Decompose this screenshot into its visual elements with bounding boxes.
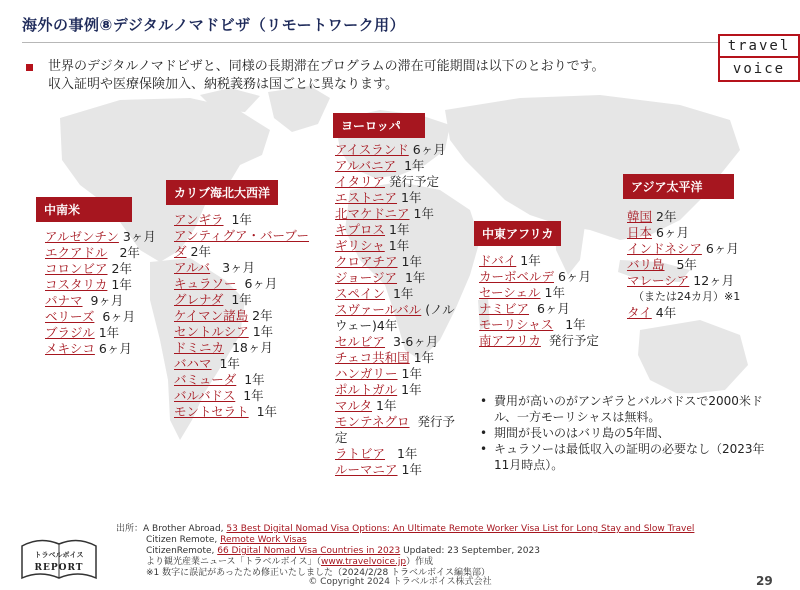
- country-link[interactable]: モンテネグロ: [335, 414, 410, 429]
- intro-bullet-icon: [26, 64, 33, 71]
- list-item: ドミニカ 18ヶ月: [174, 340, 273, 355]
- list-item: アルバニア 1年: [335, 158, 425, 173]
- country-link[interactable]: グレナダ: [174, 292, 224, 307]
- list-item: セーシェル 1年: [479, 285, 565, 300]
- list-item: ポルトガル 1年: [335, 382, 422, 397]
- country-link[interactable]: 北マケドニア: [335, 206, 410, 221]
- list-item: イタリア 発行予定: [335, 174, 440, 189]
- list-item: バルバドス 1年: [174, 388, 264, 403]
- country-link[interactable]: バミューダ: [174, 372, 237, 387]
- travelvoice-logo: [718, 34, 800, 82]
- source-link[interactable]: 66 Digital Nomad Visa Countries in 2023: [217, 546, 401, 556]
- country-link[interactable]: アルバ: [174, 260, 211, 275]
- country-link[interactable]: ラトビア: [335, 446, 386, 461]
- bullet-dot-icon: •: [480, 394, 488, 408]
- list-item: アイスランド 6ヶ月: [335, 142, 446, 157]
- list-item: グレナダ 1年: [174, 292, 252, 307]
- country-link[interactable]: キュラソー: [174, 276, 237, 291]
- logo-bottom-text: voice: [720, 56, 798, 80]
- page-title: 海外の事例⑧デジタルノマドビザ（リモートワーク用）: [22, 16, 406, 34]
- list-item: コロンビア 2年: [45, 261, 132, 276]
- country-link[interactable]: カーボベルデ: [479, 269, 555, 284]
- list-item: ギリシャ 1年: [335, 238, 410, 253]
- source-link[interactable]: 53 Best Digital Nomad Visa Options: An Ultimate Remote Worker Visa List for Long Stay and Slow Travel: [226, 524, 695, 534]
- country-link[interactable]: コスタリカ: [45, 277, 108, 292]
- country-link[interactable]: ブラジル: [45, 325, 95, 340]
- country-link[interactable]: エクアドル: [45, 245, 108, 260]
- country-list-latin-america: [45, 229, 166, 357]
- copyright: © Copyright 2024 トラベルボイス株式会社: [308, 577, 492, 587]
- list-item: マルタ 1年: [335, 398, 397, 413]
- malaysia-note: （または24カ月）※1: [633, 290, 741, 303]
- list-item: ナミビア 6ヶ月: [479, 301, 570, 316]
- list-item: タイ 4年: [627, 305, 677, 320]
- list-item: スヴァールバル (ノルウェー)4年: [335, 302, 455, 333]
- country-link[interactable]: ケイマン諸島: [174, 308, 249, 323]
- country-link[interactable]: ジョージア: [335, 270, 398, 285]
- list-item: バミューダ 1年: [174, 372, 265, 387]
- list-item: バリ島 5年: [627, 257, 697, 272]
- list-item: マレーシア 12ヶ月: [627, 273, 735, 288]
- country-link[interactable]: アルバニア: [335, 158, 397, 173]
- country-link[interactable]: マルタ: [335, 398, 373, 413]
- list-item: アルバ 3ヶ月: [174, 260, 256, 275]
- region-title-middle-east-africa: 中東アフリカ: [474, 221, 561, 246]
- page-number: 29: [756, 574, 773, 588]
- country-link[interactable]: ベリーズ: [45, 309, 95, 324]
- country-link[interactable]: ナミビア: [479, 301, 530, 316]
- country-link[interactable]: ルーマニア: [335, 462, 398, 477]
- list-item: セントルシア 1年: [174, 324, 274, 339]
- country-link[interactable]: ポルトガル: [335, 382, 398, 397]
- list-item: アンティグア・バーブーダ 2年: [174, 228, 310, 259]
- country-link[interactable]: インドネシア: [627, 241, 702, 256]
- list-item: チェコ共和国 1年: [335, 350, 435, 365]
- country-link[interactable]: アルゼンチン: [45, 229, 119, 244]
- country-link[interactable]: アンティグア・バーブーダ: [174, 228, 310, 259]
- list-item: コスタリカ 1年: [45, 277, 132, 292]
- intro-text: [48, 58, 605, 94]
- country-link[interactable]: セーシェル: [479, 285, 541, 300]
- list-item: クロアチア 1年: [335, 254, 422, 269]
- list-item: 韓国 2年: [627, 209, 677, 224]
- country-link[interactable]: チェコ共和国: [335, 350, 410, 365]
- list-item: 日本 6ヶ月: [627, 225, 689, 240]
- list-item: 南アフリカ 発行予定: [479, 333, 599, 348]
- source-line-2: Citizen Remote, Remote Work Visas: [146, 535, 307, 545]
- region-asia-pacific: [623, 174, 773, 321]
- list-item: ラトビア 1年: [335, 446, 418, 461]
- list-item: カーボベルデ 6ヶ月: [479, 269, 591, 284]
- country-link[interactable]: ハンガリー: [335, 366, 398, 381]
- country-link[interactable]: クロアチア: [335, 254, 398, 269]
- region-title-europe: ヨーロッパ: [333, 113, 425, 138]
- list-item: ブラジル 1年: [45, 325, 120, 340]
- country-link[interactable]: バルバドス: [174, 388, 236, 403]
- country-link[interactable]: モーリシャス: [479, 317, 554, 332]
- list-item: モントセラト 1年: [174, 404, 278, 419]
- list-item: アルゼンチン 3ヶ月: [45, 229, 156, 244]
- report-logo-top-text: トラベルボイス: [34, 551, 84, 559]
- source-link[interactable]: Remote Work Visas: [220, 535, 307, 545]
- region-title-caribbean: カリブ海北大西洋: [166, 180, 278, 205]
- country-link[interactable]: スペイン: [335, 286, 386, 301]
- list-item: ジョージア 1年: [335, 270, 426, 285]
- country-link[interactable]: エストニア: [335, 190, 398, 205]
- country-link[interactable]: ギリシャ: [335, 238, 385, 253]
- list-item: モンテネグロ 発行予定: [335, 414, 455, 445]
- source-line-3: CitizenRemote, 66 Digital Nomad Visa Countries in 2023 Updated: 23 September, 2023: [146, 546, 540, 556]
- country-link[interactable]: セルビア: [335, 334, 386, 349]
- note-item: • 費用が高いのがアンギラとバルバドスで2000米ドル、一方モーリシャスは無料。: [480, 394, 763, 424]
- report-logo-bottom-text: REPORT: [34, 563, 84, 573]
- list-item: エストニア 1年: [335, 190, 422, 205]
- country-list-caribbean: [174, 212, 314, 420]
- list-item: ベリーズ 6ヶ月: [45, 309, 136, 324]
- country-link[interactable]: キプロス: [335, 222, 386, 237]
- country-link[interactable]: バリ島: [627, 257, 665, 272]
- travelvoice-report-logo: [20, 532, 98, 580]
- source-link[interactable]: www.travelvoice.jp: [320, 557, 407, 567]
- country-link[interactable]: マレーシア: [627, 273, 690, 288]
- country-link[interactable]: セントルシア: [174, 324, 249, 339]
- country-link[interactable]: 日本: [627, 225, 653, 240]
- country-link[interactable]: メキシコ: [45, 341, 95, 356]
- list-item: パナマ 9ヶ月: [45, 293, 124, 308]
- list-item: エクアドル 2年: [45, 245, 140, 260]
- list-item: ドバイ 1年: [479, 253, 541, 268]
- country-link[interactable]: 韓国: [627, 209, 653, 224]
- country-link[interactable]: モントセラト: [174, 404, 249, 419]
- list-item: インドネシア 6ヶ月: [627, 241, 739, 256]
- list-item: スペイン 1年: [335, 286, 414, 301]
- intro-line-1: 世界のデジタルノマドビザと、同様の長期滞在プログラムの滞在可能期間は以下のとおりです。: [48, 59, 605, 74]
- country-link[interactable]: スヴァールバル: [335, 302, 422, 317]
- intro-line-2: 収入証明や医療保険加入、納税義務は国ごとに異なります。: [48, 77, 398, 92]
- country-link[interactable]: アンギラ: [174, 212, 224, 227]
- country-link[interactable]: コロンビア: [45, 261, 108, 276]
- country-link[interactable]: パナマ: [45, 293, 83, 308]
- note-item: • 期間が長いのはバリ島の5年間、: [480, 426, 670, 440]
- source-line-1: 出所：A Brother Abroad, 53 Best Digital Nomad Visa Options: An Ultimate Remote Worker Visa List for Long Stay and Slow Travel: [116, 524, 695, 534]
- country-link[interactable]: イタリア: [335, 174, 386, 189]
- list-item: ハンガリー 1年: [335, 366, 422, 381]
- source-line-5: ※1 数字に誤記があったため修正いたしました（2024/2/28 トラベルボイス編集部）: [146, 568, 490, 578]
- source-line-4: より観光産業ニュース「トラベルボイス」（www.travelvoice.jp）作成: [146, 557, 434, 567]
- logo-top-text: travel: [720, 36, 798, 56]
- list-item: キュラソー 6ヶ月: [174, 276, 278, 291]
- region-europe: [333, 113, 463, 478]
- country-link[interactable]: ドミニカ: [174, 340, 225, 355]
- country-link[interactable]: バハマ: [174, 356, 212, 371]
- note-item: • キュラソーは最低収入の証明の必要なし（2023年11月時点）。: [480, 442, 765, 472]
- country-link[interactable]: ドバイ: [479, 253, 517, 268]
- list-item: バハマ 1年: [174, 356, 240, 371]
- country-list-europe: [335, 142, 459, 478]
- list-item: ケイマン諸島 2年: [174, 308, 273, 323]
- bullet-dot-icon: •: [480, 442, 488, 456]
- list-item: アンギラ 1年: [174, 212, 252, 227]
- list-item: メキシコ 6ヶ月: [45, 341, 132, 356]
- region-caribbean-north-atlantic: [166, 180, 316, 420]
- title-divider: [22, 42, 722, 43]
- country-link[interactable]: タイ: [627, 305, 652, 320]
- list-item: セルビア 3-6ヶ月: [335, 334, 439, 349]
- region-latin-america: [36, 197, 166, 357]
- region-title-latin-america: 中南米: [36, 197, 132, 222]
- summary-notes: [478, 393, 778, 473]
- list-item: キプロス 1年: [335, 222, 410, 237]
- country-list-asia-pacific: [627, 209, 773, 321]
- country-link[interactable]: アイスランド: [335, 142, 409, 157]
- country-link[interactable]: 南アフリカ: [479, 333, 541, 348]
- list-item: モーリシャス 1年: [479, 317, 586, 332]
- source-citation: [116, 524, 694, 579]
- list-item: 北マケドニア 1年: [335, 206, 434, 221]
- list-item: ルーマニア 1年: [335, 462, 422, 477]
- bullet-dot-icon: •: [480, 426, 488, 440]
- region-middle-east-africa: [474, 221, 624, 349]
- region-title-asia-pacific: アジア太平洋: [623, 174, 734, 199]
- country-list-middle-east-africa: [479, 253, 624, 349]
